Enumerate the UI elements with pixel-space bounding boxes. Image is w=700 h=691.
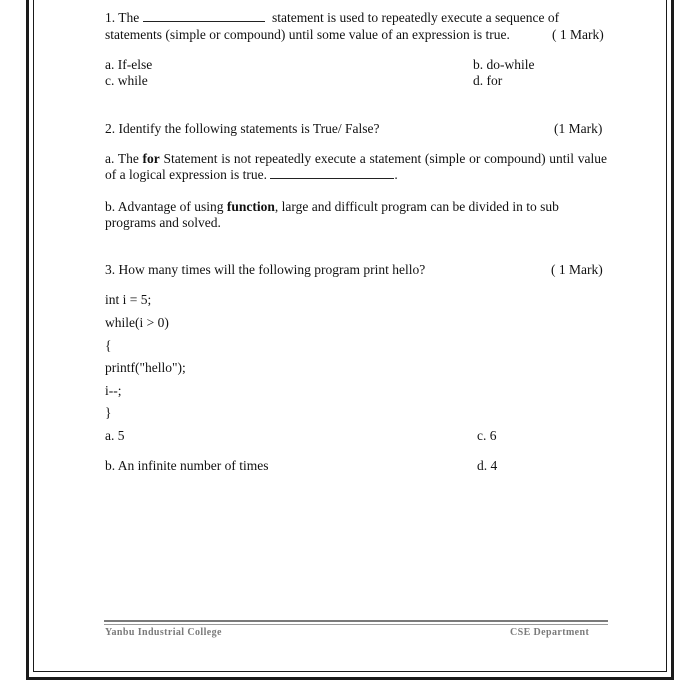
code-line: while(i > 0) (105, 315, 169, 330)
q2-statement-b-line1 (105, 199, 559, 215)
q1-blank (143, 10, 265, 22)
code-line: i--; (105, 383, 122, 398)
q2-a-blank (270, 167, 394, 179)
code-line: int i = 5; (105, 292, 152, 307)
footer-rule (104, 620, 608, 622)
q1-option-b: b. do-while (473, 57, 535, 72)
q2-statement-b-line2: programs and solved. (105, 215, 221, 230)
q2-b-bold: function (226, 199, 275, 214)
q3-option-b: b. An infinite number of times (105, 458, 269, 473)
q2-a-post: Statement is not repeatedly execute a statement (simple or compound) until value of a logical expression is true. (105, 151, 607, 182)
q1-rest: statement is used to repeatedly execute a sequence of (272, 10, 560, 25)
q1-option-c: c. while (105, 73, 148, 88)
q3-option-d: d. 4 (477, 458, 498, 473)
code-line: } (105, 405, 112, 420)
footer-college: Yanbu Industrial College (105, 627, 222, 638)
q3-option-c: c. 6 (477, 428, 497, 443)
code-line: printf("hello"); (105, 360, 186, 375)
q1-option-a: a. If-else (105, 57, 153, 72)
q3-title: 3. How many times will the following program print hello? (105, 262, 426, 277)
q1-option-d: d. for (473, 73, 503, 88)
q2-b-pre: b. Advantage of using (105, 199, 224, 214)
q3-marks: ( 1 Mark) (551, 262, 603, 277)
q1-marks: ( 1 Mark) (552, 27, 604, 42)
q3-option-a: a. 5 (105, 428, 125, 443)
q1-line2: statements (simple or compound) until some value of an expression is true. (105, 27, 510, 42)
q2-marks: (1 Mark) (554, 121, 603, 136)
q2-a-pre: a. The (105, 151, 139, 166)
code-line: { (105, 338, 112, 353)
q2-a-end: . (394, 167, 398, 182)
footer-rule-thin (104, 624, 608, 625)
footer-department: CSE Department (510, 627, 590, 638)
page-border-inner (33, 0, 667, 672)
q1-line1 (105, 10, 559, 26)
q1-lead: 1. The (105, 10, 140, 25)
q2-statement-a (105, 151, 607, 183)
q2-b-post: , large and difficult program can be divided in to sub (274, 199, 559, 214)
q2-title: 2. Identify the following statements is True/ False? (105, 121, 380, 136)
q2-a-bold: for (142, 151, 160, 166)
